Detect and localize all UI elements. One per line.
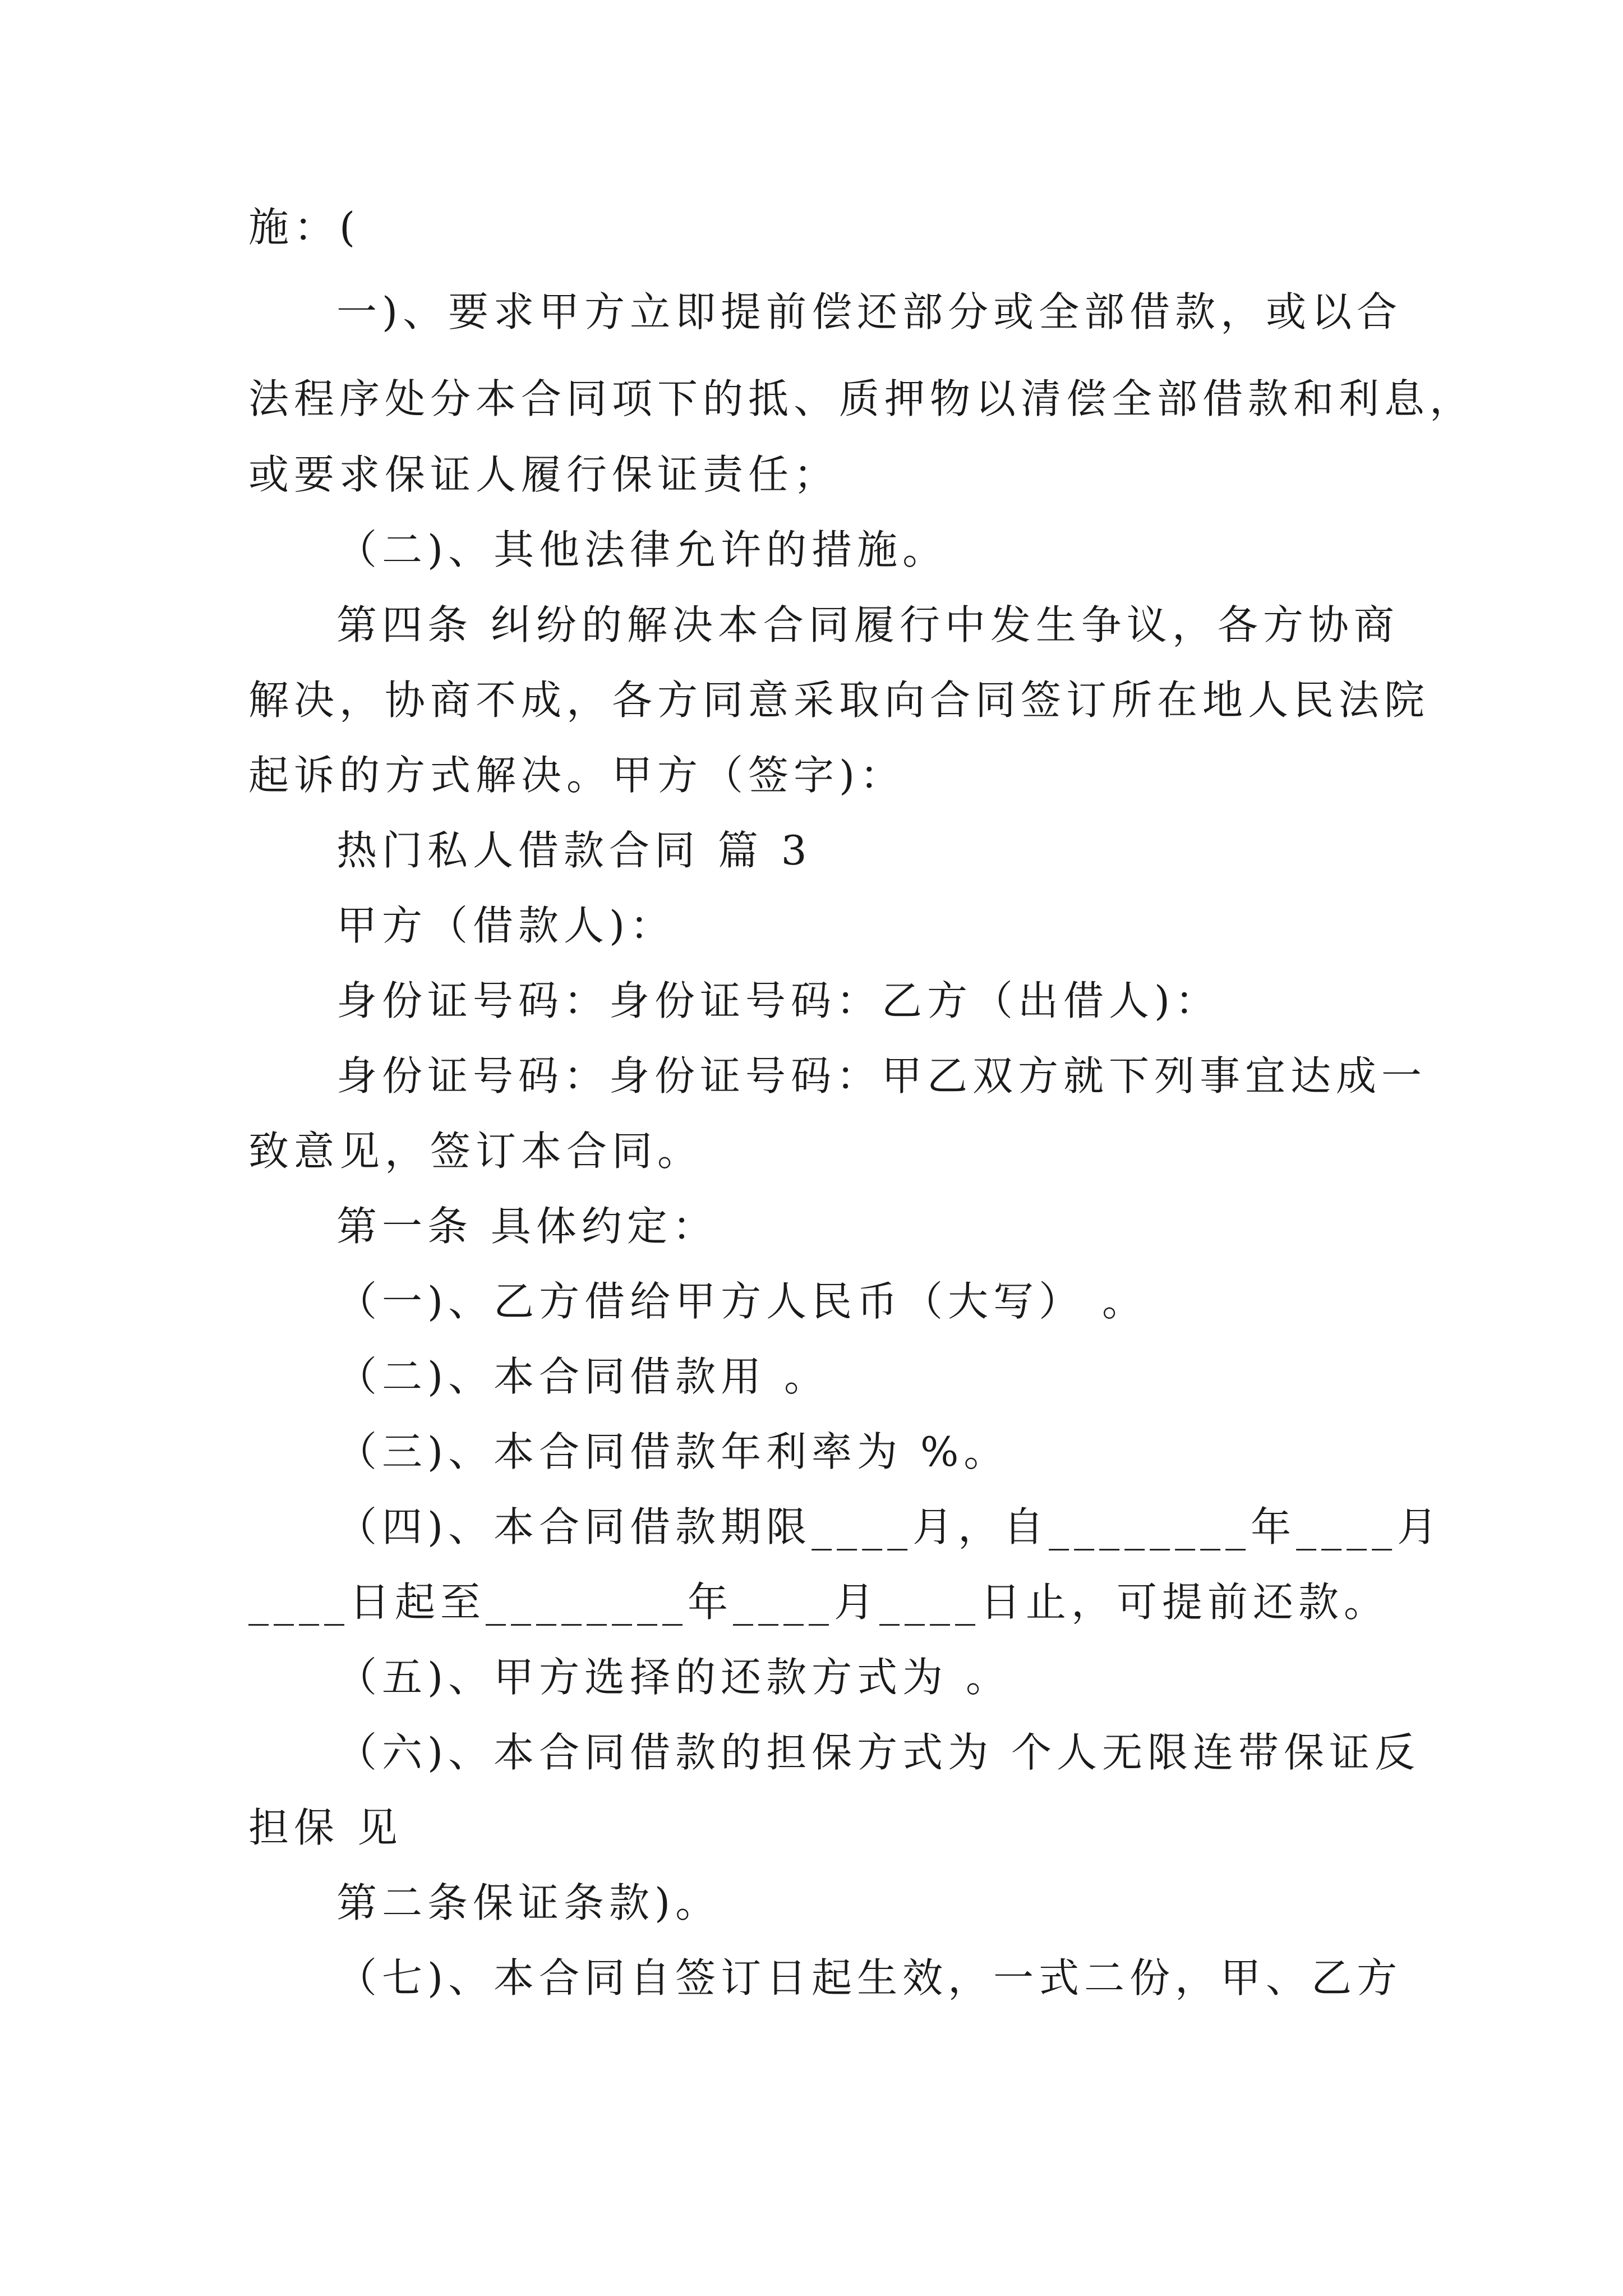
text-line-8: 起诉的方式解决。甲方（签字)： — [248, 752, 906, 799]
text-line-1: 施：( — [248, 204, 361, 251]
section-heading: 热门私人借款合同 篇 3 — [336, 827, 812, 874]
text-line-19: ____日起至________年____月____日止，可提前还款。 — [248, 1579, 1390, 1626]
text-line-7: 解决，协商不成，各方同意采取向合同签订所在地人民法院 — [248, 677, 1430, 724]
text-line-10: 甲方（借款人)： — [336, 902, 676, 949]
text-line-17: （三)、本合同借款年利率为 %。 — [336, 1428, 1009, 1475]
text-line-15: （一)、乙方借给甲方人民币（大写） 。 — [336, 1278, 1147, 1325]
text-line-5: （二)、其他法律允许的措施。 — [336, 526, 948, 573]
text-line-13: 致意见，签订本合同。 — [248, 1128, 703, 1175]
article-heading: 第一条 具体约定： — [336, 1203, 718, 1250]
text-line-3: 法程序处分本合同项下的抵、质押物以清偿全部借款和利息， — [248, 375, 1476, 422]
text-line-16: （二)、本合同借款用 。 — [336, 1353, 829, 1400]
text-line-20: （五)、甲方选择的还款方式为 。 — [336, 1654, 1011, 1701]
text-line-22: 担保 见 — [248, 1804, 403, 1851]
text-line-18: （四)、本合同借款期限____月，自________年____月 — [336, 1503, 1443, 1550]
text-line-24: （七)、本合同自签订日起生效，一式二份，甲、乙方 — [336, 1954, 1403, 2001]
text-line-11: 身份证号码：身份证号码：乙方（出借人)： — [336, 977, 1221, 1024]
text-line-12: 身份证号码：身份证号码：甲乙双方就下列事宜达成一 — [336, 1052, 1427, 1099]
text-line-6: 第四条 纠纷的解决本合同履行中发生争议，各方协商 — [336, 601, 1399, 648]
text-line-23: 第二条保证条款)。 — [336, 1879, 721, 1926]
text-line-21: （六)、本合同借款的担保方式为 个人无限连带保证反 — [336, 1729, 1420, 1776]
text-line-4: 或要求保证人履行保证责任； — [248, 451, 840, 498]
text-line-2: 一)、要求甲方立即提前偿还部分或全部借款，或以合 — [336, 288, 1403, 335]
